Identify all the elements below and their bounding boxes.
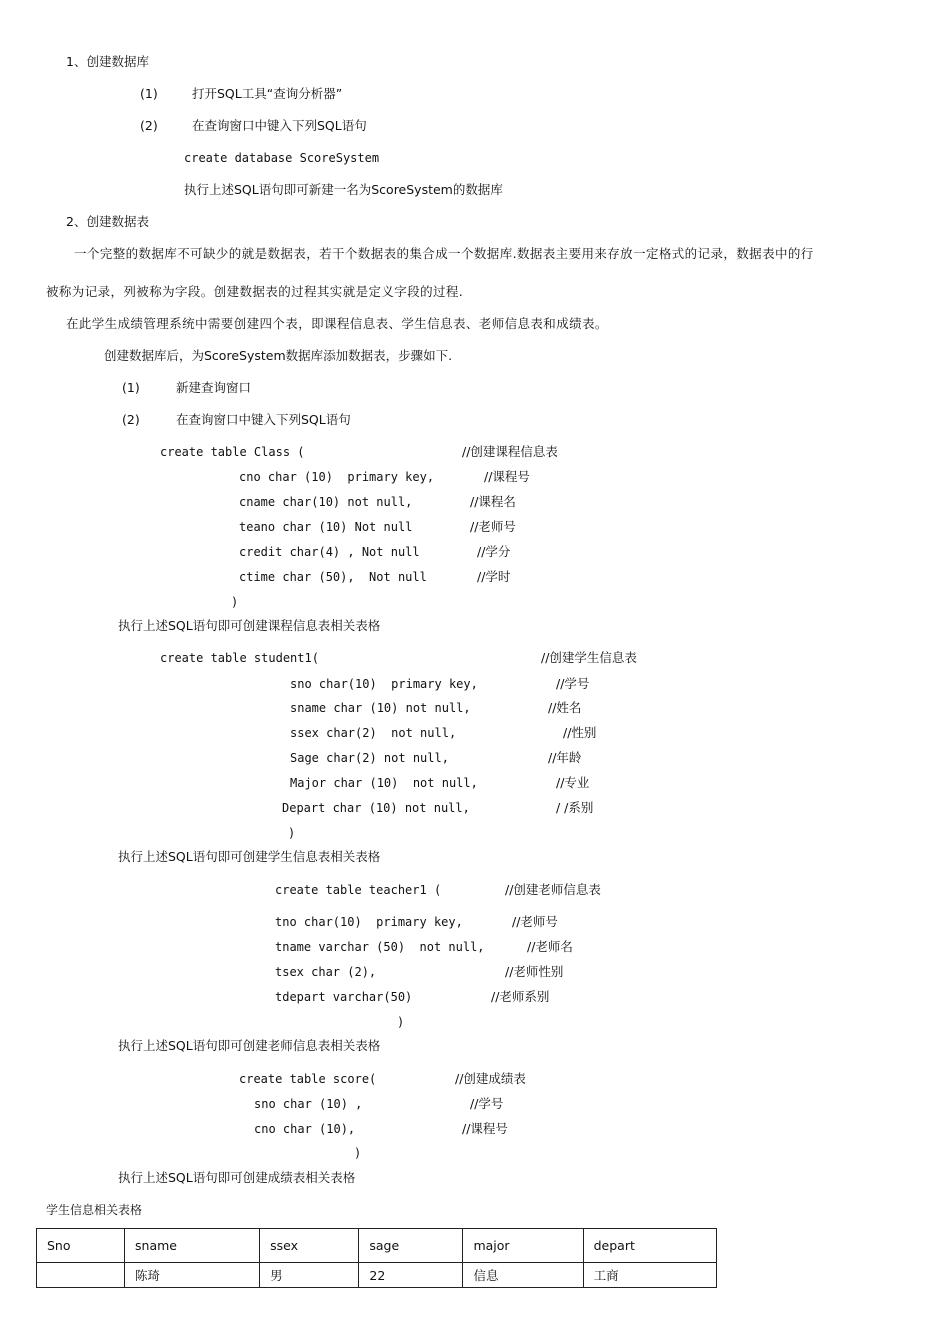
- sql-field-line: sno char(10) primary key,: [290, 677, 478, 691]
- result-text: 执行上述SQL语句即可创建老师信息表相关表格: [118, 1038, 381, 1053]
- sql-comment: //课程号: [484, 469, 530, 484]
- table-caption: 学生信息相关表格: [46, 1203, 143, 1217]
- table-cell: 陈琦: [125, 1263, 260, 1288]
- table-cell: 男: [260, 1263, 359, 1288]
- result-text: 执行上述SQL语句即可新建一名为ScoreSystem的数据库: [184, 182, 503, 197]
- paragraph: 一个完整的数据库不可缺少的就是数据表，若干个数据表的集合成一个数据库.数据表主要用来存放一定格式的记录，数据表中的行: [74, 246, 814, 261]
- sql-field-line: cno char (10) primary key,: [239, 470, 435, 484]
- step-number: (2): [122, 412, 140, 427]
- sql-comment: //创建成绩表: [455, 1071, 526, 1086]
- table-header-cell: Sno: [37, 1229, 125, 1263]
- sql-close-paren: ): [354, 1146, 362, 1160]
- section-1-title: 1、创建数据库: [66, 54, 149, 69]
- sql-comment: //老师名: [527, 939, 573, 954]
- sql-field-line: sno char (10) ,: [254, 1097, 363, 1111]
- sql-field-line: ctime char (50), Not null: [239, 570, 427, 584]
- sql-field-line: teano char (10) Not null: [239, 520, 413, 534]
- table-cell: [37, 1263, 125, 1288]
- sql-comment: //年龄: [548, 750, 582, 765]
- sql-comment: //课程名: [470, 494, 516, 509]
- sql-comment: //学时: [477, 569, 511, 584]
- step-text: 在查询窗口中键入下列SQL语句: [176, 412, 351, 427]
- sql-field-line: ssex char(2) not null,: [290, 726, 457, 740]
- sql-comment: //课程号: [462, 1121, 508, 1136]
- sql-create-class-table: create table Class (: [160, 445, 305, 459]
- table-header-cell: major: [463, 1229, 583, 1263]
- sql-create-teacher-table: create table teacher1 (: [275, 883, 442, 897]
- sql-comment: / /系别: [556, 800, 594, 815]
- table-cell: 信息: [463, 1263, 583, 1288]
- sql-create-database: create database ScoreSystem: [184, 151, 380, 165]
- sql-field-line: tno char(10) primary key,: [275, 915, 463, 929]
- sql-comment: //老师系别: [491, 989, 550, 1004]
- section-2-title: 2、创建数据表: [66, 214, 149, 229]
- sql-field-line: Sage char(2) not null,: [290, 751, 449, 765]
- paragraph: 被称为记录，列被称为字段。创建数据表的过程其实就是定义字段的过程.: [46, 284, 464, 299]
- table-cell: 工商: [583, 1263, 716, 1288]
- sql-comment: //老师性别: [505, 964, 564, 979]
- step-text: 打开SQL工具“查询分析器”: [192, 86, 343, 101]
- sql-close-paren: ): [397, 1015, 405, 1029]
- sql-field-line: tname varchar (50) not null,: [275, 940, 485, 954]
- sql-field-line: cno char (10),: [254, 1122, 356, 1136]
- step-number: (1): [122, 380, 140, 395]
- sql-field-line: cname char(10) not null,: [239, 495, 413, 509]
- sql-comment: //老师号: [470, 519, 516, 534]
- sql-comment: //性别: [563, 725, 597, 740]
- table-cell: 22: [359, 1263, 463, 1288]
- table-header-cell: sname: [125, 1229, 260, 1263]
- sql-field-line: Depart char (10) not null,: [282, 801, 470, 815]
- sql-comment: //创建老师信息表: [505, 882, 601, 897]
- table-header-cell: sage: [359, 1229, 463, 1263]
- paragraph: 在此学生成绩管理系统中需要创建四个表，即课程信息表、学生信息表、老师信息表和成绩表。: [66, 316, 608, 331]
- sql-comment: //学分: [477, 544, 511, 559]
- sql-comment: //创建课程信息表: [462, 444, 558, 459]
- sql-field-line: credit char(4) , Not null: [239, 545, 420, 559]
- result-text: 执行上述SQL语句即可创建课程信息表相关表格: [118, 618, 381, 633]
- sql-field-line: sname char (10) not null,: [290, 701, 471, 715]
- sql-comment: //创建学生信息表: [541, 650, 637, 665]
- result-text: 执行上述SQL语句即可创建成绩表相关表格: [118, 1170, 356, 1185]
- result-text: 执行上述SQL语句即可创建学生信息表相关表格: [118, 849, 381, 864]
- paragraph: 创建数据库后，为ScoreSystem数据库添加数据表，步骤如下.: [104, 348, 453, 363]
- sql-field-line: Major char (10) not null,: [290, 776, 478, 790]
- table-header-cell: ssex: [260, 1229, 359, 1263]
- step-text: 新建查询窗口: [176, 380, 252, 395]
- student-info-table: [36, 1228, 717, 1288]
- sql-comment: //老师号: [512, 914, 558, 929]
- sql-create-score-table: create table score(: [239, 1072, 377, 1086]
- sql-close-paren: ): [288, 826, 296, 840]
- table-header-row: [37, 1229, 717, 1263]
- table-row: [37, 1263, 717, 1288]
- sql-create-student-table: create table student1(: [160, 651, 319, 665]
- sql-comment: //姓名: [548, 700, 582, 715]
- step-number: (2): [140, 118, 158, 133]
- sql-comment: //学号: [556, 676, 590, 691]
- sql-field-line: tdepart varchar(50): [275, 990, 413, 1004]
- sql-comment: //学号: [470, 1096, 504, 1111]
- table-header-cell: depart: [583, 1229, 716, 1263]
- sql-close-paren: ): [231, 595, 239, 609]
- step-text: 在查询窗口中键入下列SQL语句: [192, 118, 367, 133]
- sql-field-line: tsex char (2),: [275, 965, 377, 979]
- sql-comment: //专业: [556, 775, 590, 790]
- step-number: (1): [140, 86, 158, 101]
